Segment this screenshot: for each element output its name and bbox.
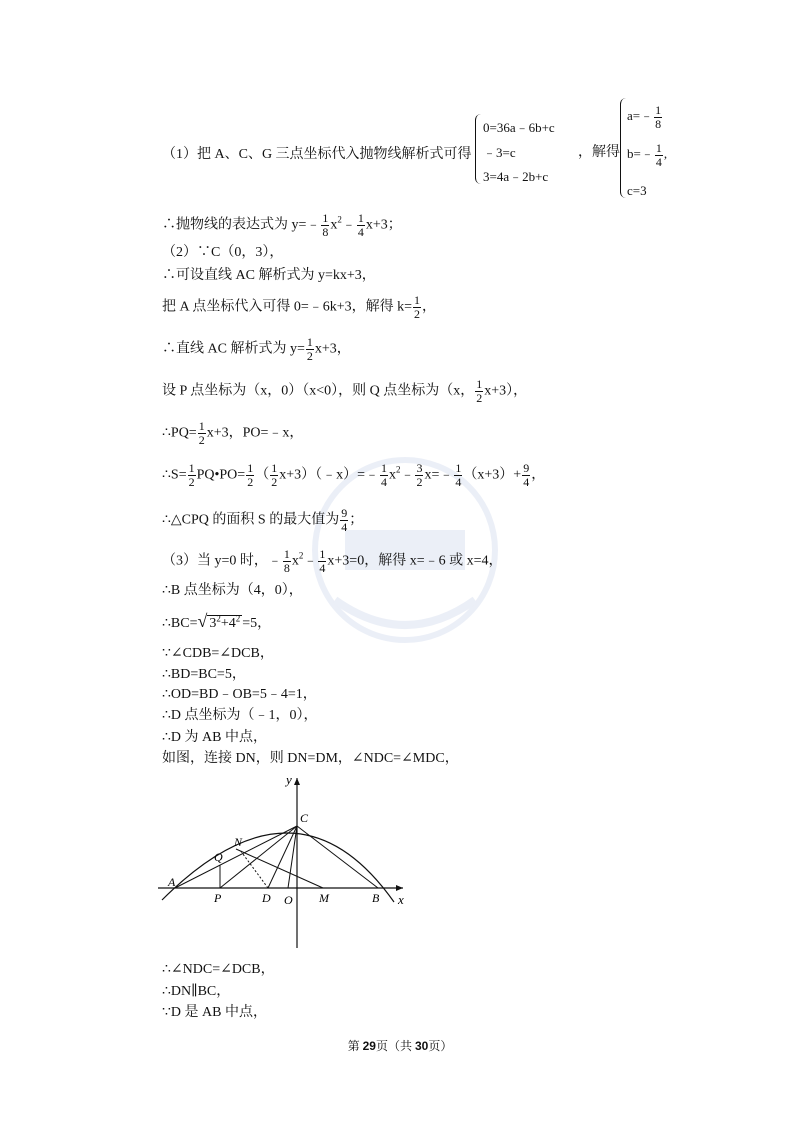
connect-dn-line: 如图，连接 DN，则 DN=DM，∠NDC=∠MDC，: [162, 751, 459, 766]
system-eq2: ﹣3=c: [483, 145, 516, 160]
d-midpoint-line: ∴D 为 AB 中点，: [162, 730, 267, 745]
label-q: Q: [214, 850, 223, 864]
part1-intro: （1）把 A、C、G 三点坐标代入抛物线解析式可得: [162, 147, 472, 162]
solution-b-prefix: b=﹣: [627, 146, 654, 162]
y-axis-arrow: [294, 778, 300, 785]
label-n: N: [234, 835, 243, 849]
d-ab-midpoint-line: ∵D 是 AB 中点，: [162, 1005, 267, 1020]
line-ac-equation: ∴直线 AC 解析式为 y= $\frac{1}{2}$ x+3，: [162, 335, 351, 363]
part2-start-line: （2）∵C（0，3），: [162, 245, 284, 260]
line-ac-assume: ∴可设直线 AC 解析式为 y=kx+3，: [162, 268, 376, 283]
bd-bc-line: ∴BD=BC=5，: [162, 667, 246, 682]
angle-equal-line: ∵∠CDB=∠DCB，: [162, 646, 274, 661]
system-eq3: 3=4a﹣2b+c: [483, 169, 549, 184]
point-d-line: ∴D 点坐标为（﹣1，0），: [162, 708, 318, 723]
sqrt-radical: √: [197, 611, 208, 631]
solve-k-line: 把 A 点坐标代入可得 0=﹣6k+3，解得 k= $\frac{1}{2}$ ，: [162, 293, 437, 321]
pq-po-line: ∴PQ= $\frac{1}{2}$ x+3，PO=﹣x，: [162, 419, 304, 447]
label-o: O: [284, 893, 293, 907]
point-p-q-line: 设 P 点坐标为（x，0）（x<0），则 Q 点坐标为（x， $\frac{1}{2}$ x+3），: [162, 377, 528, 405]
x-axis-arrow: [396, 885, 403, 891]
dn-parallel-line: ∴DN∥BC，: [162, 984, 231, 999]
label-c: C: [300, 811, 309, 825]
label-y: y: [286, 772, 292, 787]
geometry-figure: [158, 770, 418, 950]
solution-a: [627, 104, 663, 130]
solution-b-suffix: ,: [663, 146, 668, 162]
solution-brace: [620, 98, 627, 198]
segment-cp: [220, 826, 297, 888]
area-s-line: ∴S= $\frac{1}{2}$ PQ•PO= $\frac{1}{2}$ （ $\frac{1}{2}$ x+3）（﹣x）=﹣ $\frac{1}{4}$ $x^2﹣$ $\frac{3}{2}$ x=﹣ $\frac{1}{4}$ （x+3）+ $\frac{9}{4}$ ，: [162, 461, 546, 489]
max-area-line: ∴△CPQ 的面积 S 的最大值为 $\frac{9}{4}$ ；: [162, 506, 364, 534]
label-m: M: [319, 891, 329, 905]
label-d: D: [262, 891, 271, 905]
current-page-number: 29: [362, 1039, 376, 1053]
solution-b-fraction: $\frac{1}{4}$: [655, 141, 662, 169]
solution-a-prefix: a=﹣: [627, 108, 654, 124]
point-b-line: ∴B 点坐标为（4，0），: [162, 583, 303, 598]
solve-word: ，解得: [578, 145, 620, 160]
segment-cb: [297, 826, 378, 888]
solution-b: [627, 142, 667, 168]
part3-start-line: （3）当 y=0 时，﹣ $\frac{1}{8}$ $x^2﹣$ $\frac{1}{4}$ x+3=0，解得 x=﹣6 或 x=4，: [162, 547, 503, 575]
parabola-expression-line: ∴抛物线的表达式为 y=﹣ $\frac{1}{8}$ $x^2﹣$ $\frac{1}{4}$ x+3；: [162, 211, 402, 239]
label-a: A: [168, 875, 176, 889]
label-p: P: [214, 891, 222, 905]
system-brace-left: [475, 114, 482, 184]
page-footer: 第 29页（共 30页）: [347, 1039, 453, 1053]
segment-nm: [236, 849, 323, 888]
label-b: B: [372, 891, 380, 905]
solution-c: c=3: [627, 183, 647, 198]
bc-length-line: ∴BC=√ $3^2+4^2 =5$，: [162, 611, 272, 631]
solution-a-fraction: $\frac{1}{8}$: [655, 103, 662, 131]
ndc-dcb-line: ∴∠NDC=∠DCB，: [162, 962, 275, 977]
label-x: x: [398, 892, 404, 907]
system-eq1: 0=36a﹣6b+c: [483, 120, 555, 135]
od-line: ∴OD=BD﹣OB=5﹣4=1，: [162, 687, 317, 702]
total-pages: 30: [415, 1039, 429, 1053]
